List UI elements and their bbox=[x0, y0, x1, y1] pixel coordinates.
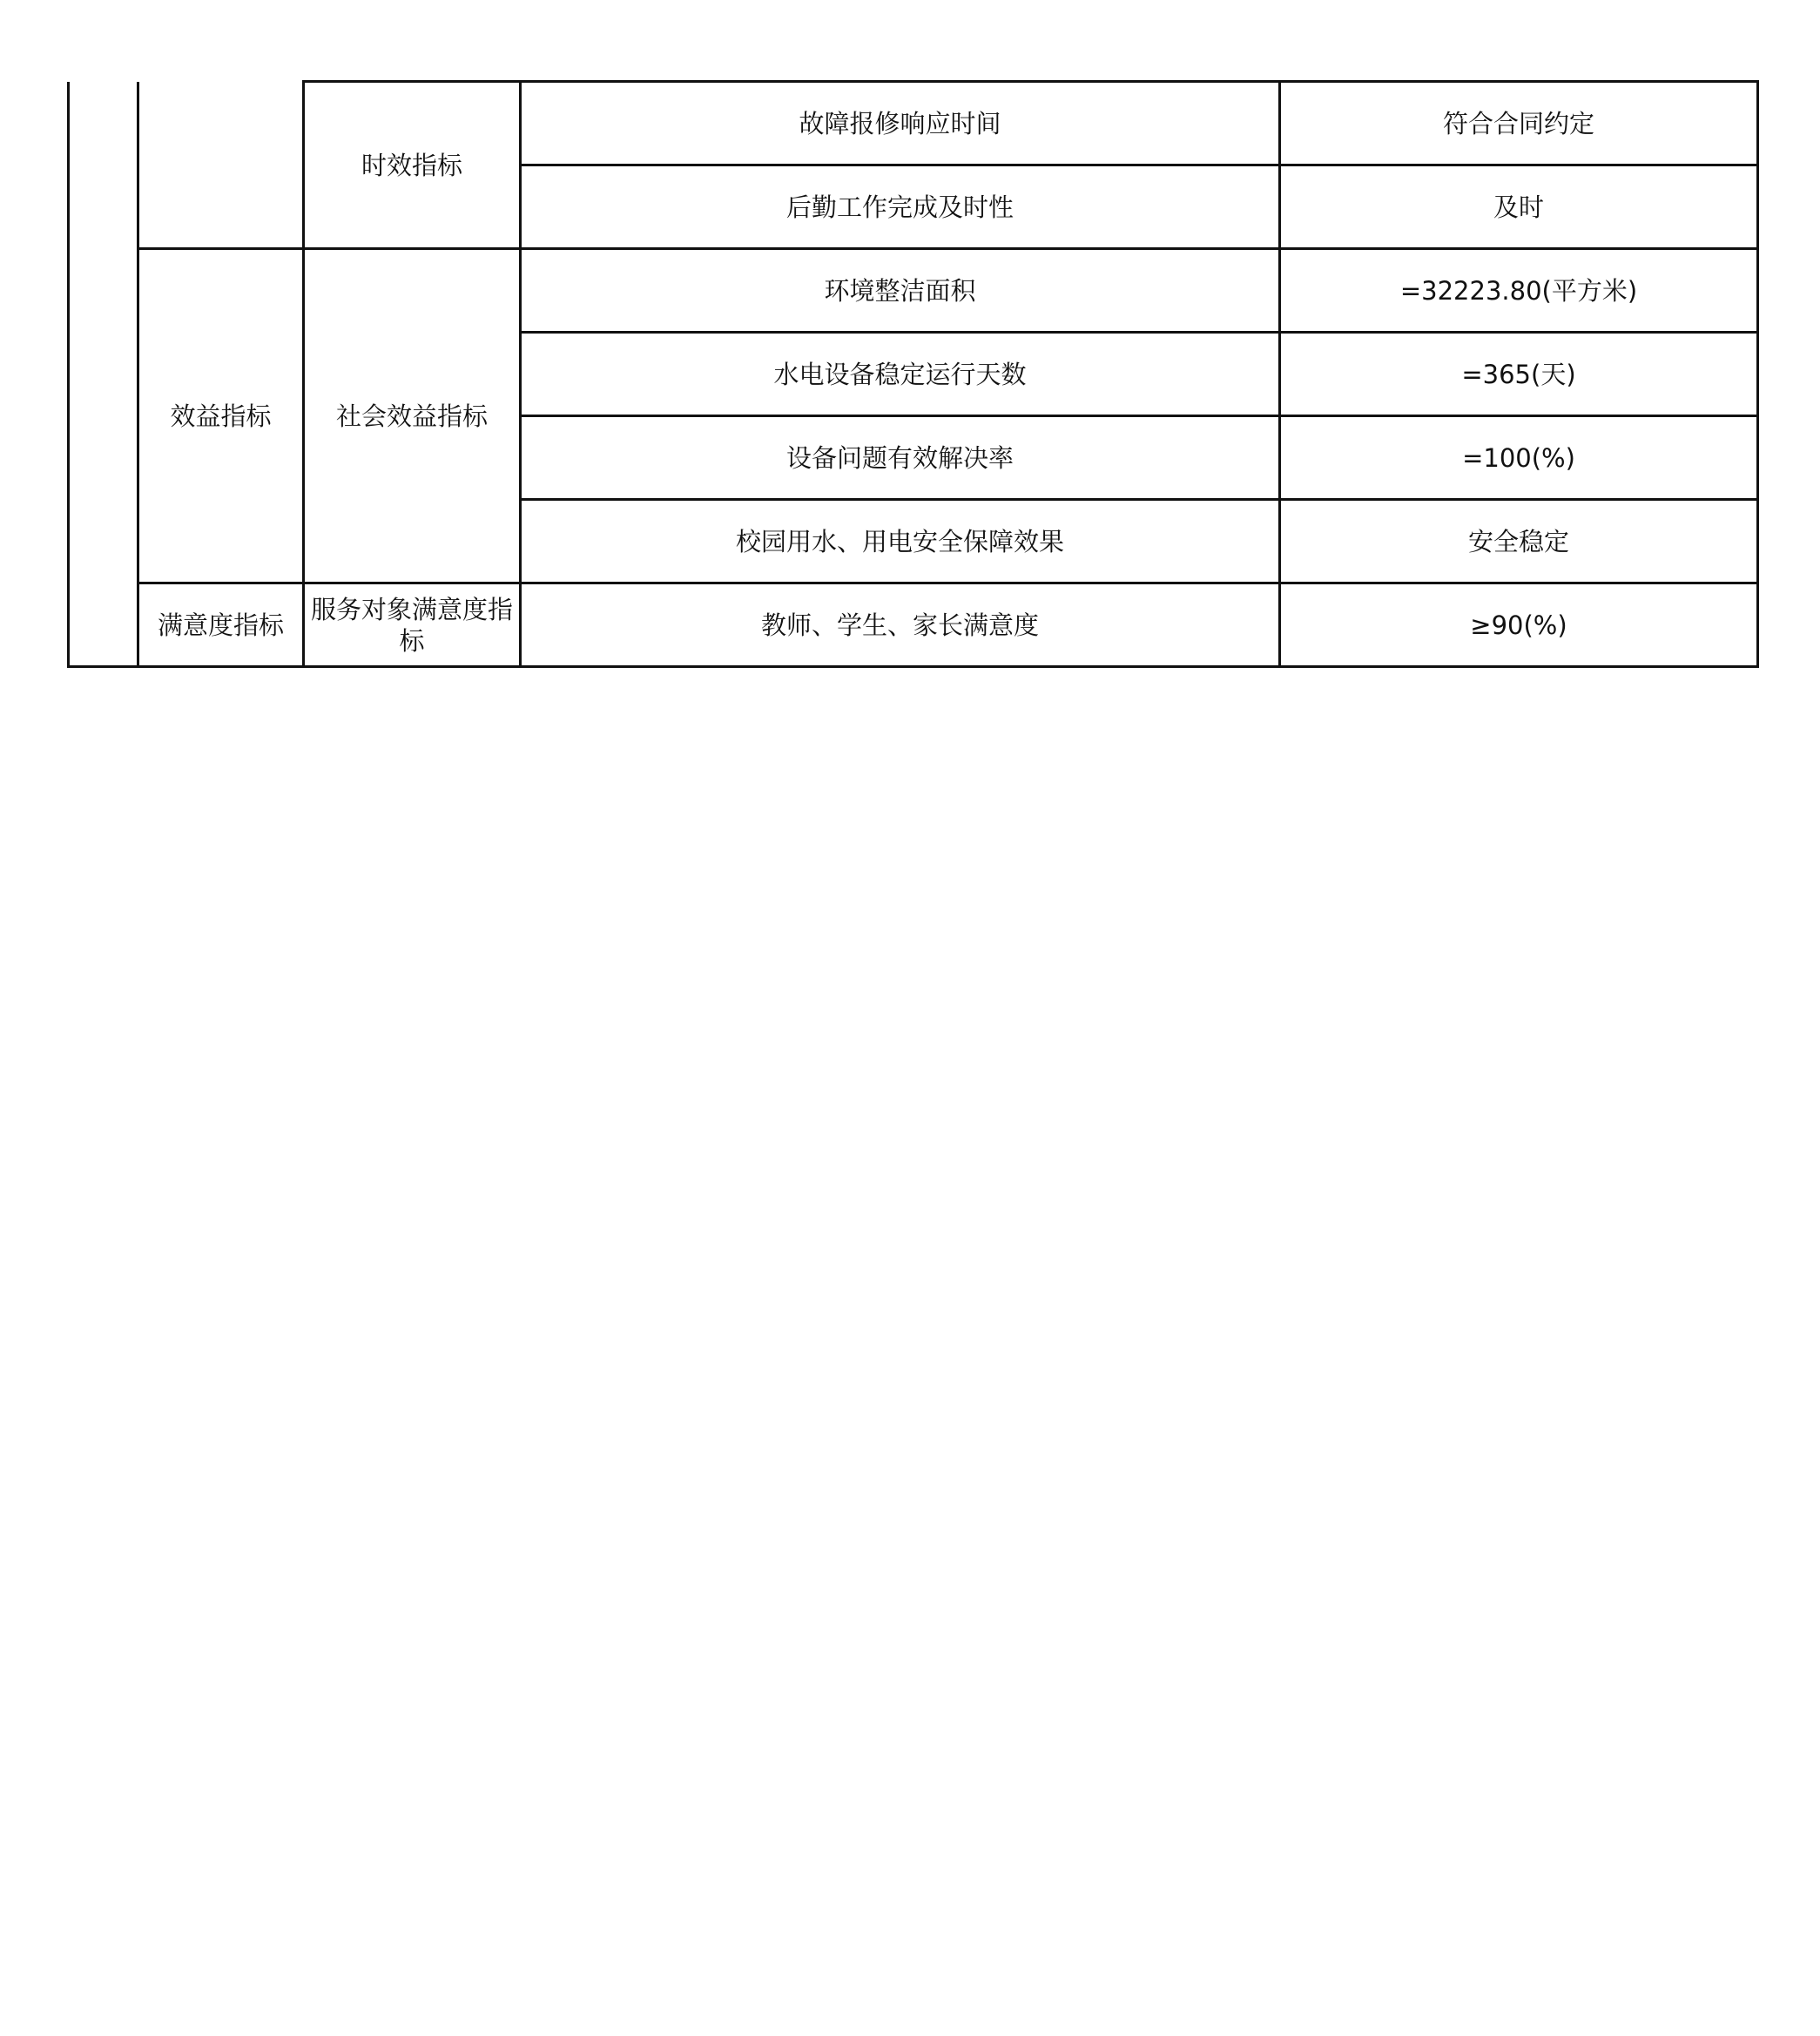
indicator-label: 后勤工作完成及时性 bbox=[785, 192, 1014, 222]
target-cell bbox=[1280, 82, 1758, 165]
target-cell bbox=[1280, 249, 1758, 333]
target-cell bbox=[1280, 583, 1758, 667]
category-cell bbox=[138, 82, 304, 249]
target-value: =100(%) bbox=[1462, 442, 1575, 473]
target-value: =365(天) bbox=[1461, 359, 1576, 389]
target-value: 符合合同约定 bbox=[1442, 108, 1594, 138]
subcategory-cell bbox=[304, 583, 521, 667]
subcategory-label: 时效指标 bbox=[361, 150, 462, 180]
target-cell bbox=[1280, 333, 1758, 416]
subcategory-cell bbox=[304, 249, 521, 583]
indicator-grid bbox=[67, 80, 1759, 668]
subcategory-cell bbox=[304, 82, 521, 249]
indicator-cell bbox=[521, 416, 1280, 500]
table-row bbox=[69, 249, 1758, 333]
indicator-label: 设备问题有效解决率 bbox=[785, 442, 1014, 473]
indicator-cell bbox=[521, 583, 1280, 667]
target-cell bbox=[1280, 500, 1758, 583]
target-value: ≥90(%) bbox=[1470, 610, 1567, 640]
performance-indicator-table bbox=[67, 80, 1759, 668]
indicator-cell bbox=[521, 500, 1280, 583]
table-row bbox=[69, 82, 1758, 165]
category-cell bbox=[138, 583, 304, 667]
subcategory-label: 社会效益指标 bbox=[335, 401, 488, 431]
target-value: 及时 bbox=[1493, 192, 1544, 222]
indicator-label: 教师、学生、家长满意度 bbox=[760, 610, 1039, 640]
target-cell bbox=[1280, 416, 1758, 500]
indicator-label: 水电设备稳定运行天数 bbox=[773, 359, 1027, 389]
target-value: 安全稳定 bbox=[1467, 526, 1569, 556]
subcategory-label: 服务对象满意度指标 bbox=[310, 594, 513, 656]
indicator-cell bbox=[521, 333, 1280, 416]
category-label: 效益指标 bbox=[170, 401, 272, 431]
target-cell bbox=[1280, 165, 1758, 249]
target-value: =32223.80(平方米) bbox=[1399, 275, 1638, 306]
indicator-label: 故障报修响应时间 bbox=[799, 108, 1001, 138]
outer-gutter-cell bbox=[69, 82, 138, 667]
table-row bbox=[69, 583, 1758, 667]
indicator-label: 校园用水、用电安全保障效果 bbox=[735, 526, 1064, 556]
indicator-cell bbox=[521, 165, 1280, 249]
indicator-cell bbox=[521, 82, 1280, 165]
indicator-cell bbox=[521, 249, 1280, 333]
category-cell bbox=[138, 249, 304, 583]
indicator-label: 环境整洁面积 bbox=[824, 275, 976, 306]
category-label: 满意度指标 bbox=[157, 610, 284, 640]
